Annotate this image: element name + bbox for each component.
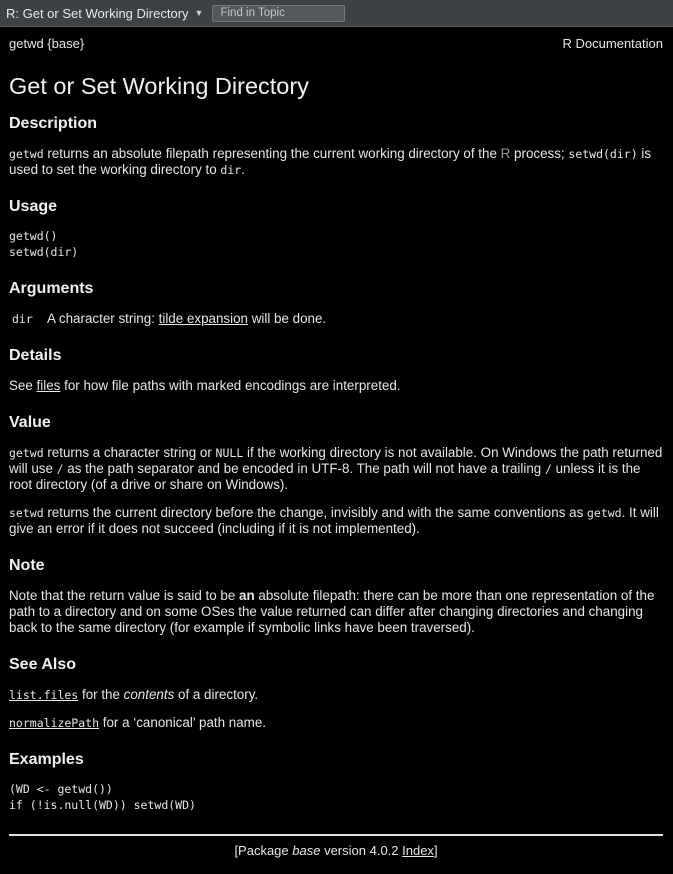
code-setwd: setwd [9, 506, 44, 520]
code-null: NULL [215, 446, 244, 460]
page-title: Get or Set Working Directory [9, 73, 309, 99]
normalize-path-link[interactable] [9, 715, 99, 730]
text: as the path separator and be encoded in UTF-8. The path will not have a trailing [63, 461, 545, 476]
details-text [9, 378, 663, 394]
text: process; [510, 146, 569, 161]
code-slash: / [544, 462, 552, 476]
code-setwd-dir: setwd(dir) [568, 147, 638, 161]
value-text-1 [9, 445, 663, 493]
help-toolbar [0, 0, 673, 27]
list-files-link[interactable] [9, 687, 78, 702]
text: ] [433, 843, 438, 858]
code-slash: / [56, 462, 64, 476]
package-footer [9, 843, 663, 858]
section-heading-description: Description [9, 115, 98, 132]
text: . It will give an error if it does not succeed (including if it is not implemented). [9, 505, 659, 536]
text: will be done. [247, 311, 327, 326]
r-logo-text: R [500, 146, 511, 161]
see-also-item-1 [9, 687, 663, 703]
bold-text: an [239, 588, 255, 603]
argument-name: dir [12, 312, 33, 326]
text: [Package [234, 843, 293, 858]
value-text-2 [9, 505, 663, 537]
text: returns an absolute filepath representing the current working directory of the [43, 146, 501, 161]
section-heading-see-also: See Also [9, 656, 76, 673]
code-dir: dir [220, 163, 242, 177]
text: A character string: [47, 311, 159, 326]
package-name: base [292, 843, 321, 858]
code-getwd: getwd [9, 147, 44, 161]
text: See [9, 378, 37, 393]
find-in-topic-input[interactable] [212, 5, 345, 22]
code-getwd: getwd [586, 506, 622, 520]
note-text [9, 588, 663, 636]
text: Note that the return value is said to be [9, 588, 240, 603]
code-getwd: getwd [9, 446, 44, 460]
text: version 4.0.2 [320, 843, 403, 858]
doc-header-source: R Documentation [562, 36, 663, 51]
argument-row [9, 311, 663, 327]
code-link-text: normalizePath [9, 716, 100, 730]
see-also-item-2 [9, 715, 663, 731]
section-heading-note: Note [9, 557, 45, 574]
text: of a directory. [174, 687, 259, 702]
topic-dropdown[interactable] [6, 6, 203, 21]
doc-header-topic: getwd {base} [9, 36, 85, 51]
files-link[interactable]: files [36, 378, 61, 393]
text: unless it is the root directory (of a drive or share on Windows). [9, 461, 641, 492]
doc-header [9, 36, 663, 51]
section-heading-usage: Usage [9, 198, 58, 215]
chevron-down-icon: ▼ [194, 8, 204, 18]
argument-description [47, 311, 326, 327]
text: returns a character string or [43, 445, 216, 460]
section-heading-details: Details [9, 347, 62, 364]
text: if the working directory is not available. On Windows the path returned will use [9, 445, 663, 476]
examples-code: (WD <- getwd()) if (!is.null(WD)) setwd(WD) [9, 782, 196, 812]
text: for the [78, 687, 124, 702]
tilde-expansion-link[interactable]: tilde expansion [158, 311, 248, 326]
text: is used to set the working directory to [9, 146, 652, 177]
section-heading-examples: Examples [9, 751, 84, 768]
section-heading-arguments: Arguments [9, 280, 94, 297]
help-content [0, 36, 673, 858]
usage-code: getwd() setwd(dir) [9, 229, 79, 259]
text: . [241, 162, 245, 177]
code-link-text: list.files [9, 688, 79, 702]
text: for a ‘canonical’ path name. [99, 715, 266, 730]
topic-title: R: Get or Set Working Directory [6, 5, 189, 21]
text: absolute filepath: there can be more than one representation of the path to a directory and on some OSes the value returned can differ after changing directories and changing back to the same directory (for example if symbolic links have been traversed). [9, 588, 655, 635]
description-text [9, 146, 663, 178]
section-heading-value: Value [9, 414, 51, 431]
index-link[interactable]: Index [402, 843, 434, 858]
text: for how file paths with marked encodings are interpreted. [60, 378, 401, 393]
emphasis-text: contents [123, 687, 175, 702]
text: returns the current directory before the change, invisibly and with the same conventions as [43, 505, 587, 520]
footer-divider [9, 834, 663, 836]
